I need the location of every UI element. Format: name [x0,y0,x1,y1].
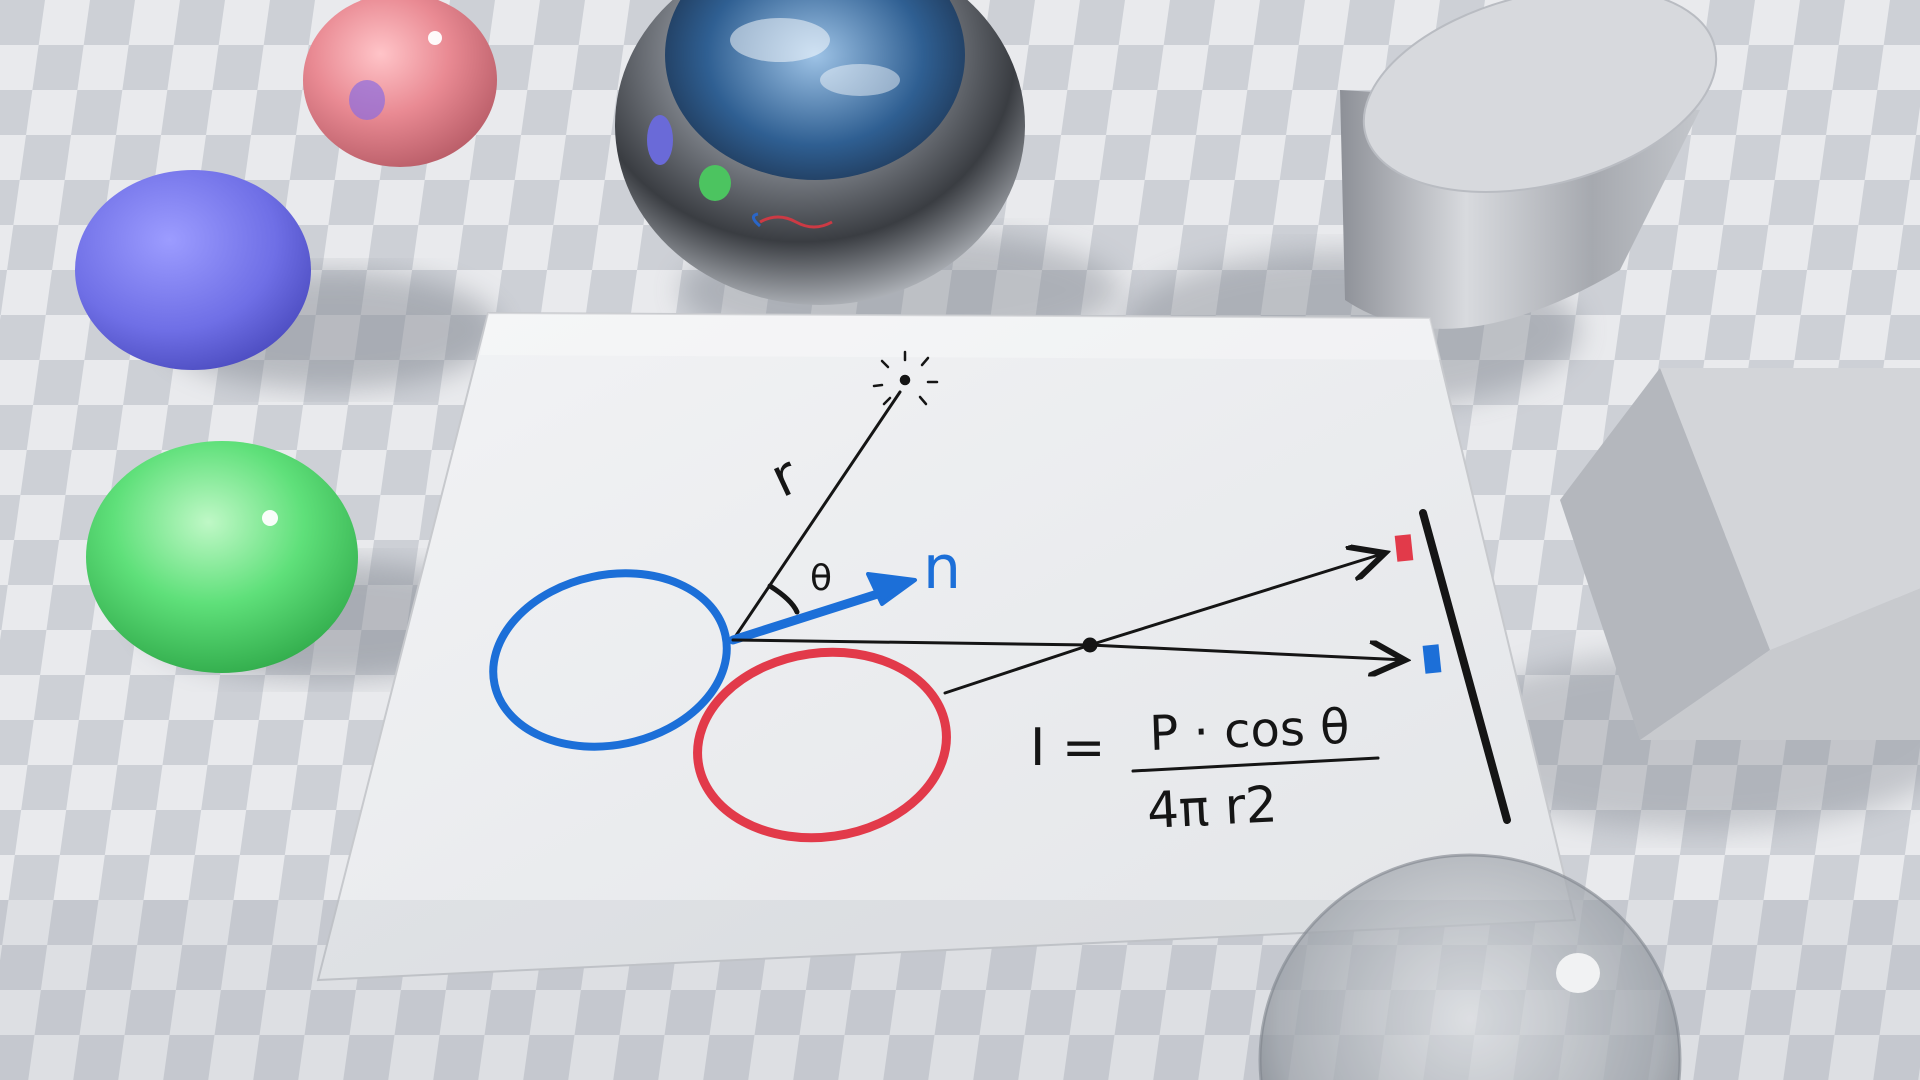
formula-denominator: 4π r2 [1145,775,1279,840]
blue-pixel [1423,644,1442,674]
blue-sphere [75,170,311,370]
formula-lhs: I = [1030,718,1106,778]
formula-numerator: P · cos θ [1148,699,1351,762]
green-sphere [86,441,358,673]
label-r: r [760,443,808,510]
red-pixel [1395,534,1414,562]
vignette [0,900,1920,1080]
pink-sphere [303,0,497,167]
label-theta: θ [810,558,833,599]
label-n: n [923,533,962,603]
